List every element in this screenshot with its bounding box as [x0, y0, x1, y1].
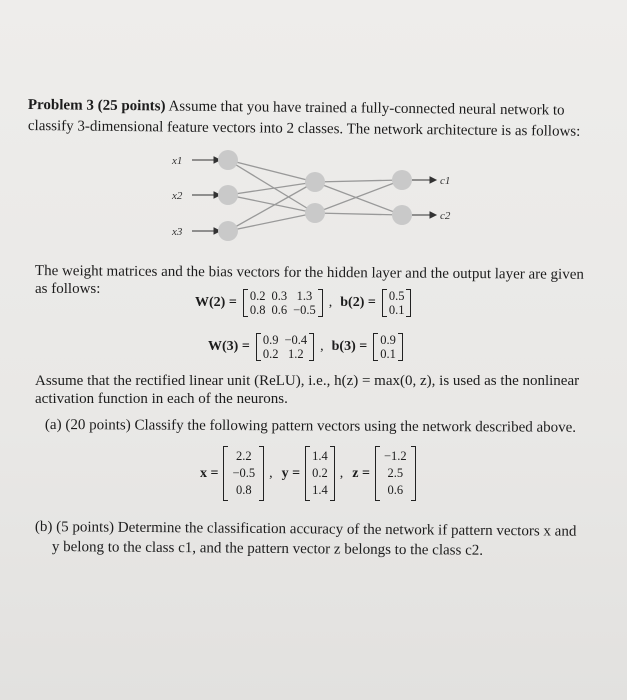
problem-points: (25 points)	[97, 97, 166, 115]
b2-vector: 0.5 0.1	[382, 289, 412, 317]
z-vector: −1.2 2.5 0.6	[375, 446, 416, 501]
output-label-1: c1	[440, 175, 451, 187]
intro-text-2: classify 3-dimensional feature vectors into 2 classes. The network architecture is as follows:	[27, 117, 581, 140]
input-label-1: x1	[172, 155, 183, 167]
hidden-layer-params: W(2) = 0.2 0.3 1.3 0.8 0.6 −0.5 , b(2) = 0.5 0.1	[195, 289, 413, 317]
y-label: y =	[281, 465, 301, 481]
b3-vector: 0.9 0.1	[373, 333, 403, 361]
relu-text-2: activation function in each of the neurons.	[35, 391, 288, 407]
input-label-3: x3	[172, 226, 183, 238]
problem-intro-line1	[28, 96, 565, 120]
input-node-1	[218, 150, 238, 170]
intro-text-1: Assume that you have trained a fully-connected neural network to	[168, 98, 565, 119]
pattern-vectors: x = 2.2 −0.5 0.8 , y = 1.4 0.2 1.4 , z = −1.2 2.5 0.6	[200, 446, 418, 501]
relu-text-1: Assume that the rectified linear unit (ReLU), i.e., h(z) = max(0, z), is used as the nonlinear	[35, 373, 580, 389]
w2-matrix: 0.2 0.3 1.3 0.8 0.6 −0.5	[243, 289, 323, 317]
part-b-text-1: (b) (5 points) Determine the classification accuracy of the network if pattern vectors x and	[34, 518, 577, 540]
hidden-node-2	[305, 203, 325, 223]
input-node-3	[218, 221, 238, 241]
z-label: z =	[352, 465, 370, 481]
x-vector: 2.2 −0.5 0.8	[223, 446, 264, 501]
output-label-2: c2	[440, 210, 451, 222]
weights-intro-2: as follows:	[35, 281, 101, 297]
input-label-2: x2	[172, 190, 183, 202]
part-b-text-2: y belong to the class c1, and the pattern vector z belongs to the class c2.	[51, 538, 484, 559]
output-node-1	[392, 170, 412, 190]
b3-label: b(3) =	[331, 339, 368, 354]
w3-label: W(3) =	[208, 339, 250, 354]
b2-label: b(2) =	[340, 295, 376, 310]
output-node-2	[392, 205, 412, 225]
x-label: x =	[200, 465, 219, 481]
problem-heading: Problem 3	[27, 96, 94, 114]
input-node-2	[218, 185, 238, 205]
part-a-text: (a) (20 points) Classify the following pattern vectors using the network described above.	[44, 417, 577, 436]
network-diagram	[150, 140, 470, 245]
hidden-node-1	[305, 172, 325, 192]
w2-label: W(2) =	[195, 295, 237, 310]
y-vector: 1.4 0.2 1.4	[305, 446, 335, 501]
weights-intro-1: The weight matrices and the bias vectors for the hidden layer and the output layer are given	[34, 262, 584, 283]
output-layer-params: W(3) = 0.9 −0.4 0.2 1.2 , b(3) = 0.9 0.1	[208, 333, 405, 361]
w3-matrix: 0.9 −0.4 0.2 1.2	[256, 333, 314, 361]
